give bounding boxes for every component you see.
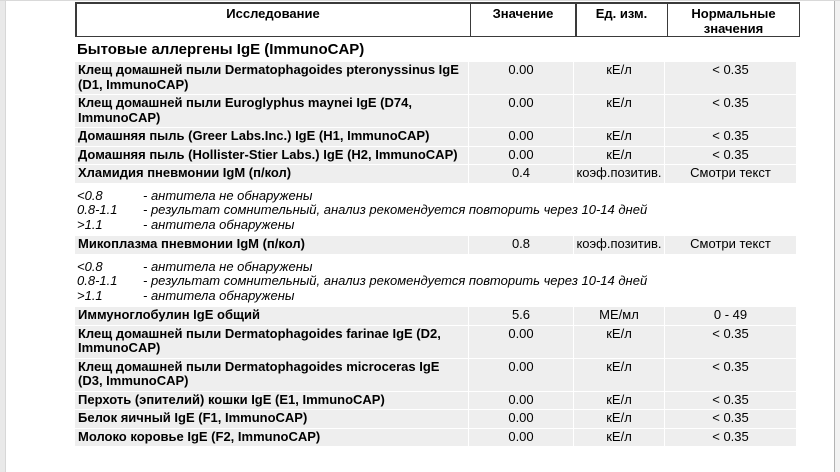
table-row (75, 236, 797, 254)
test-name-cell: Перхоть (эпителий) кошки IgE (E1, ImmunoCAP) (75, 392, 468, 410)
note-line (77, 203, 797, 218)
norm-cell: 0 - 49 (665, 307, 796, 325)
value-cell: 0.00 (469, 410, 573, 428)
value-cell: 0.00 (469, 429, 573, 447)
norm-cell: < 0.35 (665, 359, 796, 391)
norm-cell: < 0.35 (665, 95, 796, 127)
norm-cell: < 0.35 (665, 128, 796, 146)
unit-cell: кЕ/л (574, 128, 664, 146)
value-cell: 0.00 (469, 147, 573, 165)
scrollbar[interactable] (834, 1, 840, 472)
column-header-unit: Ед. изм. (577, 4, 667, 36)
test-name-cell: Микоплазма пневмонии IgM (п/кол) (75, 236, 468, 254)
note-line (77, 260, 797, 275)
test-name-cell: Домашняя пыль (Hollister-Stier Labs.) IgE (H2, ImmunoCAP) (75, 147, 468, 165)
unit-cell: кЕ/л (574, 95, 664, 127)
column-header-norm: Нормальные значения (668, 4, 799, 36)
note-threshold: 0.8-1.1 (77, 202, 118, 217)
note-description: - антитела обнаружены (143, 216, 295, 232)
note-line (77, 289, 797, 304)
note-threshold: 0.8-1.1 (77, 273, 118, 288)
unit-cell: коэф.позитив. (574, 165, 664, 183)
unit-cell: кЕ/л (574, 392, 664, 410)
column-header-test: Исследование (77, 4, 470, 36)
note-line (77, 274, 797, 289)
value-cell: 5.6 (469, 307, 573, 325)
table-row (75, 62, 797, 94)
note-description: - антитела обнаружены (143, 287, 295, 303)
test-name-cell: Клещ домашней пыли Euroglyphus maynei IgE (D74, ImmunoCAP) (75, 95, 468, 127)
value-cell: 0.00 (469, 128, 573, 146)
note-description: - результат сомнительный, анализ рекомендуется повторить через 10-14 дней (143, 202, 648, 217)
table-row (75, 147, 797, 165)
unit-cell: кЕ/л (574, 429, 664, 447)
norm-cell: < 0.35 (665, 62, 796, 94)
note-line (77, 218, 797, 233)
norm-cell: < 0.35 (665, 326, 796, 358)
note-description: - антитела не обнаружены (143, 187, 313, 203)
table-row (75, 429, 797, 447)
table-row (75, 128, 797, 146)
unit-cell: кЕ/л (574, 410, 664, 428)
norm-cell: < 0.35 (665, 392, 796, 410)
test-name-cell: Клещ домашней пыли Dermatophagoides pteronyssinus IgE (D1, ImmunoCAP) (75, 62, 468, 94)
value-cell: 0.00 (469, 95, 573, 127)
norm-cell: < 0.35 (665, 147, 796, 165)
value-cell: 0.00 (469, 392, 573, 410)
norm-cell: Смотри текст (665, 236, 796, 254)
value-cell: 0.4 (469, 165, 573, 183)
test-name-cell: Хламидия пневмонии IgM (п/кол) (75, 165, 468, 183)
note-threshold: <0.8 (77, 187, 103, 203)
test-name-cell: Клещ домашней пыли Dermatophagoides farinae IgE (D2, ImmunoCAP) (75, 326, 468, 358)
table-row (75, 410, 797, 428)
interpretation-notes (75, 255, 797, 308)
unit-cell: кЕ/л (574, 147, 664, 165)
value-cell: 0.00 (469, 62, 573, 94)
unit-cell: МЕ/мл (574, 307, 664, 325)
note-threshold: <0.8 (77, 258, 103, 274)
table-header (75, 2, 800, 37)
note-description: - результат сомнительный, анализ рекомендуется повторить через 10-14 дней (143, 273, 648, 288)
unit-cell: кЕ/л (574, 62, 664, 94)
note-threshold: >1.1 (77, 287, 103, 303)
test-name-cell: Молоко коровье IgE (F2, ImmunoCAP) (75, 429, 468, 447)
unit-cell: кЕ/л (574, 359, 664, 391)
value-cell: 0.8 (469, 236, 573, 254)
norm-cell: < 0.35 (665, 410, 796, 428)
table-row (75, 359, 797, 391)
column-header-value: Значение (471, 4, 575, 36)
lab-report (75, 2, 797, 447)
test-name-cell: Домашняя пыль (Greer Labs.Inc.) IgE (H1, ImmunoCAP) (75, 128, 468, 146)
value-cell: 0.00 (469, 326, 573, 358)
note-description: - антитела не обнаружены (143, 258, 313, 274)
test-name-cell: Иммуноглобулин IgE общий (75, 307, 468, 325)
note-line (77, 189, 797, 204)
table-row (75, 307, 797, 325)
unit-cell: кЕ/л (574, 326, 664, 358)
table-row (75, 392, 797, 410)
table-row (75, 165, 797, 183)
norm-cell: < 0.35 (665, 429, 796, 447)
section-title: Бытовые аллергены IgE (ImmunoCAP) (77, 41, 365, 58)
note-threshold: >1.1 (77, 216, 103, 232)
norm-cell: Смотри текст (665, 165, 796, 183)
test-name-cell: Белок яичный IgE (F1, ImmunoCAP) (75, 410, 468, 428)
unit-cell: коэф.позитив. (574, 236, 664, 254)
table-row (75, 326, 797, 358)
table-row (75, 95, 797, 127)
test-name-cell: Клещ домашней пыли Dermatophagoides microceras IgE (D3, ImmunoCAP) (75, 359, 468, 391)
interpretation-notes (75, 184, 797, 237)
value-cell: 0.00 (469, 359, 573, 391)
page-left-edge (0, 1, 6, 472)
